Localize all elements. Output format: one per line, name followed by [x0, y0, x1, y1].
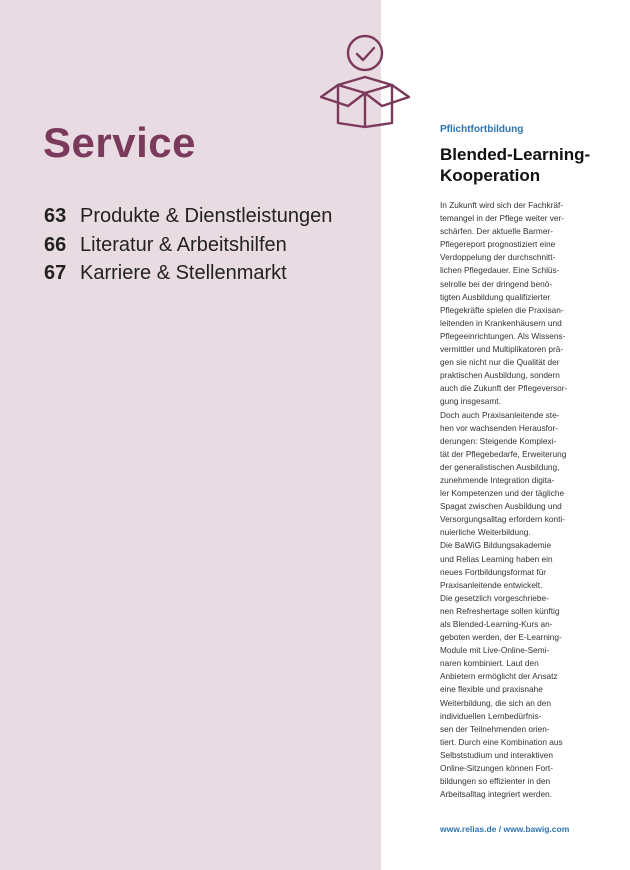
body-line: gen sie nicht nur die Qualität der [440, 357, 560, 368]
toc-item[interactable] [44, 231, 332, 260]
body-line: lichen Pflegedauer. Eine Schlüs- [440, 265, 560, 276]
toc-page-number: 66 [44, 233, 67, 256]
box-checkmark-icon [318, 33, 412, 129]
body-line: tiert. Durch eine Kombination aus [440, 736, 563, 747]
body-line: selrolle bei der dringend benö- [440, 278, 553, 289]
body-line: Anbietern ermöglicht der Ansatz [440, 671, 558, 682]
article-body [440, 199, 598, 801]
body-line: geboten werden, der E-Learning- [440, 632, 562, 643]
headline-line: Kooperation [440, 166, 541, 185]
body-line: tigten Ausbildung qualifizierter [440, 291, 551, 302]
body-line: temangel in der Pflege weiter ver- [440, 213, 565, 224]
body-line: Spagat zwischen Ausbildung und [440, 501, 562, 512]
article-column [440, 124, 598, 801]
body-line: als Blended-Learning-Kurs an- [440, 619, 553, 629]
body-line: leitenden in Krankenhäusern und [440, 317, 562, 328]
table-of-contents [44, 202, 332, 288]
body-line: vermittler und Multiplikatoren prä- [440, 344, 564, 355]
body-line: Pflegereport prognostiziert eine [440, 239, 556, 250]
toc-item[interactable] [44, 202, 332, 231]
body-line: Module mit Live-Online-Semi- [440, 645, 550, 656]
body-line: gung insgesamt. [440, 396, 501, 407]
body-line: Verdoppelung der durchschnitt- [440, 252, 556, 263]
toc-label: Produkte & Dienstleistungen [80, 205, 333, 227]
body-line: hen vor wachsenden Herausfor- [440, 422, 559, 433]
toc-label: Literatur & Arbeitshilfen [80, 233, 287, 256]
toc-item[interactable] [44, 259, 332, 288]
body-line: zunehmende Integration digita- [440, 474, 555, 485]
body-line: Pflegeeinrichtungen. Als Wissens- [440, 330, 566, 341]
body-line: Versorgungsalltag erfordern konti- [440, 514, 565, 525]
toc-page-number: 67 [44, 262, 67, 284]
body-line: Praxisanleitende entwickelt. [440, 579, 543, 590]
body-line: und Relias Learning haben ein [440, 553, 553, 564]
headline-line: Blended-Learning- [440, 145, 591, 164]
body-line: auch die Zukunft der Pflegeversor- [440, 383, 568, 394]
body-line: Arbeitsalltag integriert werden. [440, 789, 553, 800]
body-line: Doch auch Praxisanleitende ste- [440, 409, 560, 420]
body-line: praktischen Ausbildung, sondern [440, 370, 560, 381]
body-line: In Zukunft wird sich der Fachkräf- [440, 200, 564, 210]
body-line: neues Fortbildungsformat für [440, 566, 547, 577]
body-line: sen der Teilnehmenden orien- [440, 723, 550, 734]
footer-links[interactable]: www.relias.de / www.bawig.com [440, 824, 570, 834]
body-line: Weiterbildung, die sich an den [440, 697, 552, 708]
section-title: Service [43, 119, 196, 166]
body-line: ler Kompetenzen und der tägliche [440, 488, 565, 499]
body-line: nen Refreshertage sollen künftig [440, 605, 560, 616]
article-headline [440, 144, 598, 186]
body-line: bildungen so effizienter in den [440, 776, 551, 787]
body-line: nuierliche Weiterbildung. [440, 527, 531, 538]
body-line: derungen: Steigende Komplexi- [440, 435, 557, 446]
toc-page-number: 63 [44, 205, 67, 227]
body-line: Die gesetzlich vorgeschriebe- [440, 592, 549, 603]
body-line: der generalistischen Ausbildung, [440, 461, 560, 472]
body-line: eine flexible und praxisnahe [440, 684, 543, 695]
body-line: tät der Pflegebedarfe, Erweiterung [440, 448, 567, 459]
body-line: schärfen. Der aktuelle Barmer- [440, 226, 553, 237]
toc-label: Karriere & Stellenmarkt [80, 262, 287, 284]
body-line: Die BaWiG Bildungsakademie [440, 540, 552, 551]
body-line: naren kombiniert. Laut den [440, 658, 539, 669]
body-line: Selbststudium und interaktiven [440, 749, 553, 760]
body-line: Pflegekräfte spielen die Praxisan- [440, 304, 564, 315]
body-line: individuellen Lernbedürfnis- [440, 710, 542, 721]
article-kicker: Pflichtfortbildung [440, 124, 524, 135]
body-line: Online-Sitzungen können Fort- [440, 763, 553, 774]
